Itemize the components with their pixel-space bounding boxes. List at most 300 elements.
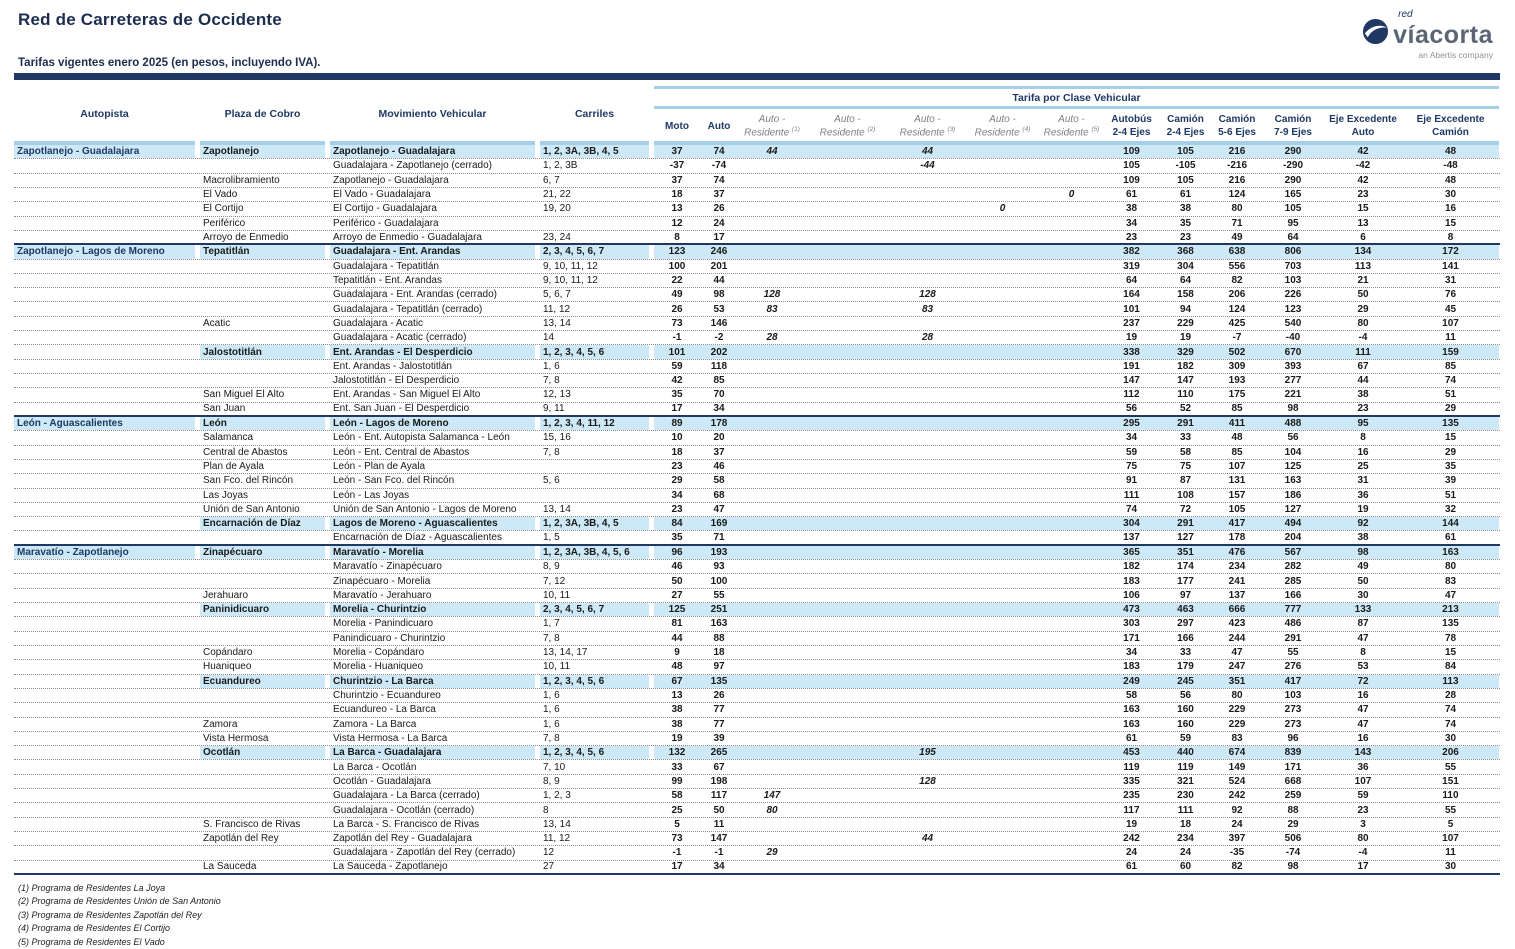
tariff-value — [738, 231, 806, 243]
autopista-cell: Zapotlanejo - Lagos de Moreno — [14, 245, 195, 258]
tariff-value: 502 — [1212, 345, 1262, 358]
tariff-row — [14, 746, 1500, 760]
tariff-value: 198 — [710, 775, 728, 787]
tariff-value: 18 — [671, 189, 683, 201]
tariff-value: 229 — [1177, 317, 1194, 329]
plaza-cell: El Vado — [203, 189, 238, 201]
tariff-value: 30 — [1444, 189, 1457, 201]
tariff-value — [966, 703, 1039, 716]
tariff-value — [738, 832, 806, 845]
tariff-value: 49 — [671, 289, 683, 301]
tariff-value: 486 — [1284, 618, 1302, 630]
plaza-cell — [200, 803, 325, 816]
tariff-value: 131 — [1228, 475, 1246, 487]
tariff-value: -35 — [1229, 847, 1245, 859]
tariff-value: 110 — [1177, 389, 1194, 401]
viacorta-logo — [1362, 10, 1493, 60]
tariff-class-header: Autobús 2-4 Ejes — [1104, 109, 1159, 145]
tariff-value — [889, 260, 966, 273]
tariff-value: 309 — [1228, 360, 1246, 372]
tariff-value: 111 — [1324, 345, 1402, 358]
carriles-cell: 1, 2, 3, 4, 11, 12 — [540, 417, 649, 430]
autopista-cell — [14, 260, 195, 273]
tariff-value — [738, 818, 806, 831]
tariff-row — [14, 632, 1500, 646]
tariff-value: 147 — [1123, 375, 1140, 387]
tariff-value: 351 — [1159, 546, 1212, 559]
tariff-value: 75 — [1125, 461, 1138, 473]
tariff-value: 61 — [1125, 732, 1138, 744]
tariff-row — [14, 760, 1500, 774]
tariff-value — [966, 775, 1039, 788]
plaza-cell: Salamanca — [203, 432, 254, 444]
tariff-value — [966, 503, 1039, 516]
tariff-value — [1039, 174, 1104, 187]
tariff-value: 183 — [1123, 661, 1140, 673]
tariff-value: 44 — [671, 632, 683, 644]
tariff-value: 241 — [1228, 575, 1246, 587]
autopista-cell — [14, 818, 195, 831]
tariff-value — [889, 818, 966, 831]
tariff-value: 74 — [1444, 375, 1457, 387]
tariff-value: 58 — [1125, 690, 1138, 702]
tariff-value — [738, 202, 806, 215]
tariff-value: 45 — [1444, 303, 1457, 315]
carriles-cell: 19, 20 — [543, 203, 571, 215]
tariff-value: 39 — [1444, 475, 1457, 487]
movimiento-cell: Ent. Arandas - El Desperdicio — [330, 345, 535, 358]
tariff-value: 273 — [1284, 718, 1302, 730]
tariff-class-header: Auto — [700, 109, 738, 145]
tariff-value — [806, 145, 889, 158]
carriles-cell: 7, 10 — [543, 761, 566, 773]
movimiento-cell: Jalostotitlán - El Desperdicio — [333, 375, 460, 387]
carriles-cell: 1, 2, 3B — [543, 160, 578, 172]
tariff-row — [14, 446, 1500, 460]
movimiento-cell: León - Ent. Autopista Salamanca - León — [333, 432, 510, 444]
tariff-value — [966, 861, 1039, 873]
logo-red-label: red — [1398, 9, 1413, 20]
tariff-value: 147 — [710, 833, 728, 845]
tariff-value: 163 — [1284, 475, 1302, 487]
tariff-value: 77 — [713, 704, 725, 716]
tariff-value: 30 — [1357, 589, 1369, 601]
tariff-row — [14, 174, 1500, 188]
tariff-value: 19 — [1179, 332, 1192, 344]
autopista-cell — [14, 760, 195, 773]
tariff-value — [806, 474, 889, 487]
movimiento-cell: León - San Fco. del Rincón — [333, 475, 455, 487]
tariff-value — [738, 403, 806, 415]
tariff-value — [966, 188, 1039, 201]
tariff-value — [738, 345, 806, 358]
tariff-value — [1039, 460, 1104, 473]
tariff-value — [966, 145, 1039, 158]
tariff-value: 44 — [1357, 375, 1369, 387]
header-tarifa-group: Tarifa por Clase Vehicular — [654, 86, 1499, 109]
carriles-cell: 12, 13 — [543, 389, 571, 401]
tariff-value: 397 — [1228, 833, 1246, 845]
tariff-value: 29 — [671, 475, 683, 487]
tariff-value — [738, 703, 806, 716]
tariff-value: 6 — [1360, 231, 1366, 243]
autopista-cell — [14, 589, 195, 602]
tariff-value — [1039, 288, 1104, 301]
carriles-cell: 8, 9 — [543, 775, 560, 787]
tariff-value: 59 — [1125, 446, 1138, 458]
tariff-value: 92 — [1324, 517, 1402, 530]
tariff-class-header: Camión 5-6 Ejes — [1212, 109, 1262, 145]
tariff-value — [806, 546, 889, 559]
tariff-value: 23 — [1179, 231, 1192, 243]
tariff-value — [966, 331, 1039, 344]
tariff-value — [889, 202, 966, 215]
tariff-value — [1039, 531, 1104, 543]
plaza-cell: León — [200, 417, 325, 430]
movimiento-cell: Guadalajara - Ent. Arandas — [330, 245, 535, 258]
tariff-value: 112 — [1123, 389, 1140, 401]
tariff-value: 67 — [1357, 360, 1369, 372]
tariff-value: 245 — [1159, 675, 1212, 688]
tariff-value: 34 — [713, 403, 725, 415]
tariff-value: 172 — [1402, 245, 1499, 258]
tariff-value: 178 — [700, 417, 738, 430]
tariff-value — [889, 660, 966, 673]
tariff-value — [889, 703, 966, 716]
tariff-row — [14, 245, 1500, 259]
tariff-value: -4 — [1358, 847, 1368, 859]
tariff-value — [966, 803, 1039, 816]
viacorta-swoosh-icon — [1362, 18, 1389, 45]
tariff-value: 149 — [1228, 761, 1246, 773]
movimiento-cell: Guadalajara - Zapotlanejo (cerrado) — [333, 160, 492, 172]
tariff-value: 178 — [1228, 532, 1246, 544]
tariff-row — [14, 231, 1500, 245]
tariff-value — [889, 675, 966, 688]
tariff-value: 125 — [654, 603, 700, 616]
plaza-cell — [200, 360, 325, 373]
plaza-cell — [200, 159, 325, 172]
tariff-row — [14, 202, 1500, 216]
plaza-cell: Zinapécuaro — [200, 546, 325, 559]
tariff-value: 85 — [713, 375, 725, 387]
tariff-value — [889, 231, 966, 243]
autopista-cell — [14, 517, 195, 530]
tariff-value — [966, 603, 1039, 616]
tariff-value: 0 — [999, 203, 1006, 215]
tariff-value: 5 — [674, 818, 680, 830]
tariff-value — [738, 360, 806, 373]
tariff-value: 95 — [1324, 417, 1402, 430]
tariff-value: 19 — [1357, 503, 1369, 515]
tariff-value: -7 — [1232, 332, 1242, 344]
tariff-value: 87 — [1179, 475, 1192, 487]
tariff-value — [966, 446, 1039, 459]
tariff-value — [1039, 446, 1104, 459]
tariff-value: 304 — [1104, 517, 1159, 530]
tariff-value — [806, 531, 889, 543]
plaza-cell: Plan de Ayala — [203, 461, 264, 473]
tariff-value: 58 — [1179, 446, 1192, 458]
plaza-cell — [200, 302, 325, 315]
carriles-cell: 1, 6 — [543, 718, 560, 730]
carriles-cell: 1, 2, 3 — [543, 790, 571, 802]
tariff-value: 113 — [1402, 675, 1499, 688]
movimiento-cell: Encarnación de Díaz - Aguascalientes — [333, 532, 502, 544]
autopista-cell — [14, 646, 195, 659]
carriles-cell: 7, 8 — [543, 446, 560, 458]
tariff-value: -2 — [714, 332, 724, 344]
movimiento-cell: Arroyo de Enmedio - Guadalajara — [333, 231, 482, 243]
tariff-value — [738, 760, 806, 773]
tariff-value — [806, 288, 889, 301]
tariff-value: 147 — [763, 790, 781, 802]
tariff-class-header: Eje Excedente Auto — [1324, 109, 1402, 145]
tariff-value — [806, 660, 889, 673]
tariff-value — [966, 689, 1039, 702]
tariff-value: 125 — [1284, 461, 1302, 473]
tariff-value: 163 — [1123, 704, 1140, 716]
movimiento-cell: Unión de San Antonio - Lagos de Moreno — [333, 503, 517, 515]
tariff-value: 335 — [1123, 775, 1140, 787]
plaza-cell: Huaniqueo — [203, 661, 252, 673]
tariff-value — [806, 260, 889, 273]
plaza-cell: Vista Hermosa — [203, 732, 269, 744]
tariff-value: 32 — [1444, 503, 1457, 515]
tariff-value: 182 — [1123, 561, 1140, 573]
tariff-value — [806, 832, 889, 845]
tariff-value: -44 — [920, 160, 935, 172]
tariff-value: 24 — [1179, 847, 1192, 859]
header-plaza-de-cobro: Plaza de Cobro — [200, 86, 325, 145]
tariff-class-header: Auto - Residente $^{(1)}$ — [738, 109, 806, 145]
autopista-cell — [14, 431, 195, 444]
tariff-value: 71 — [1231, 217, 1243, 229]
tariff-value — [889, 718, 966, 731]
tariff-value — [889, 689, 966, 702]
tariff-value — [889, 374, 966, 387]
tariff-value: 117 — [710, 790, 728, 802]
tariff-value: 127 — [1284, 503, 1302, 515]
tariff-value — [966, 231, 1039, 243]
tariff-value — [966, 174, 1039, 187]
tariff-value: 291 — [1159, 517, 1212, 530]
tariff-row — [14, 431, 1500, 445]
tariff-value — [738, 503, 806, 516]
autopista-cell — [14, 188, 195, 201]
tariff-value: 99 — [671, 775, 683, 787]
tariff-value: 38 — [1179, 203, 1192, 215]
tariff-value: 171 — [1284, 761, 1302, 773]
tariff-value: 94 — [1179, 303, 1192, 315]
tariff-value — [738, 660, 806, 673]
tariff-value: 82 — [1231, 861, 1243, 873]
tariff-value — [889, 431, 966, 444]
tariff-value — [966, 517, 1039, 530]
tariff-value — [806, 417, 889, 430]
tariff-row — [14, 703, 1500, 717]
tariff-value — [806, 517, 889, 530]
tariff-value — [966, 531, 1039, 543]
tariff-value: 64 — [1287, 231, 1299, 243]
tariff-value — [889, 446, 966, 459]
tariff-value: 105 — [1123, 160, 1140, 172]
tariff-row — [14, 317, 1500, 331]
autopista-cell — [14, 374, 195, 387]
tariff-value — [889, 460, 966, 473]
tariff-value: 38 — [1125, 203, 1138, 215]
tariff-value: 98 — [1287, 861, 1299, 873]
tariff-value: 50 — [713, 804, 725, 816]
plaza-cell: San Fco. del Rincón — [203, 475, 294, 487]
tariff-row — [14, 646, 1500, 660]
tariff-value — [1039, 159, 1104, 172]
carriles-cell: 10, 11 — [543, 661, 571, 673]
tariff-value: 17 — [713, 231, 725, 243]
tariff-value: 11 — [1445, 847, 1456, 859]
tariff-value: 191 — [1123, 360, 1140, 372]
carriles-cell: 6, 7 — [543, 174, 560, 186]
movimiento-cell: La Barca - Guadalajara — [330, 746, 535, 759]
tariff-value: 244 — [1228, 632, 1246, 644]
tariff-value: 9 — [674, 647, 680, 659]
tariff-value — [738, 603, 806, 616]
tariff-value: 169 — [700, 517, 738, 530]
tariff-value — [889, 617, 966, 630]
plaza-cell: Macrolibramiento — [203, 174, 280, 186]
tariff-value: 124 — [1228, 303, 1246, 315]
tariff-value: 179 — [1177, 661, 1194, 673]
tariff-value: 128 — [919, 775, 936, 787]
tariff-value: 393 — [1284, 360, 1302, 372]
tariff-value: 34 — [1125, 432, 1138, 444]
tariff-value: 37 — [671, 174, 683, 186]
movimiento-cell: El Cortijo - Guadalajara — [333, 203, 437, 215]
tariff-value: 290 — [1284, 174, 1302, 186]
tariff-value: 58 — [671, 790, 683, 802]
tariff-value: 68 — [713, 489, 725, 501]
plaza-cell: Ocotlán — [200, 746, 325, 759]
plaza-cell — [200, 331, 325, 344]
tariff-value — [738, 460, 806, 473]
tariff-row — [14, 603, 1500, 617]
tariff-row — [14, 188, 1500, 202]
tariff-value — [966, 660, 1039, 673]
carriles-cell: 13, 14 — [543, 818, 571, 830]
carriles-cell: 2, 3, 4, 5, 6, 7 — [540, 603, 649, 616]
tariff-value — [1039, 231, 1104, 243]
tariff-value: 64 — [1179, 274, 1192, 286]
tariff-value — [806, 331, 889, 344]
tariff-value — [966, 159, 1039, 172]
carriles-cell: 2, 3, 4, 5, 6, 7 — [540, 245, 649, 258]
tariff-value — [1039, 632, 1104, 645]
tariff-value — [889, 174, 966, 187]
tariff-value: 23 — [1125, 231, 1138, 243]
carriles-cell: 7, 8 — [543, 732, 560, 744]
footnote: (1) Programa de Residentes La Joya — [18, 882, 166, 893]
tariff-value — [806, 789, 889, 802]
movimiento-cell: Lagos de Moreno - Aguascalientes — [330, 517, 535, 530]
autopista-cell — [14, 803, 195, 816]
tariff-row — [14, 846, 1500, 860]
tariff-value: 8 — [1360, 432, 1366, 444]
tariff-value: 242 — [1228, 790, 1246, 802]
autopista-cell — [14, 231, 195, 243]
movimiento-cell: Periférico - Guadalajara — [333, 217, 439, 229]
tariff-value: 107 — [1354, 775, 1372, 787]
carriles-cell: 9, 10, 11, 12 — [543, 260, 598, 272]
tariff-value — [1039, 660, 1104, 673]
tariff-value — [1039, 803, 1104, 816]
header-movimiento-vehicular: Movimiento Vehicular — [330, 86, 535, 145]
movimiento-cell: Churintzio - Ecuandureo — [333, 690, 441, 702]
tariff-value: 80 — [766, 804, 778, 816]
tariff-value — [966, 217, 1039, 230]
tariff-value — [806, 217, 889, 230]
tariff-value — [1039, 517, 1104, 530]
tariff-value — [738, 374, 806, 387]
tariff-value — [966, 546, 1039, 559]
tariff-value: 83 — [921, 303, 934, 315]
tariff-value: 77 — [713, 718, 725, 730]
tariff-value: 118 — [710, 360, 728, 372]
tariff-value — [1039, 689, 1104, 702]
tariff-value — [806, 503, 889, 516]
movimiento-cell: Ecuandureo - La Barca — [333, 704, 436, 716]
tariff-value: 49 — [1231, 231, 1243, 243]
tariff-value: 123 — [1284, 303, 1302, 315]
tariff-value: 58 — [713, 475, 725, 487]
movimiento-cell: Ent. San Juan - El Desperdicio — [333, 403, 470, 415]
tariff-row — [14, 503, 1500, 517]
tariff-value: -4 — [1358, 332, 1368, 344]
tariff-row — [14, 803, 1500, 817]
tariff-value: 107 — [1442, 317, 1459, 329]
tariff-value: 133 — [1324, 603, 1402, 616]
autopista-cell — [14, 174, 195, 187]
tariff-value: 28 — [766, 332, 778, 344]
carriles-cell: 27 — [543, 861, 555, 873]
tariff-value: 106 — [1123, 589, 1140, 601]
tariff-value: 365 — [1104, 546, 1159, 559]
tariff-value — [1039, 245, 1104, 258]
tariff-value: 453 — [1104, 746, 1159, 759]
carriles-cell: 5, 6, 7 — [543, 289, 571, 301]
tariff-value: 35 — [671, 389, 683, 401]
tariff-value: 368 — [1159, 245, 1212, 258]
tariff-value: 101 — [654, 345, 700, 358]
tariff-value: 141 — [1442, 260, 1459, 272]
tariff-value: 216 — [1228, 174, 1246, 186]
tariff-value — [889, 503, 966, 516]
tariff-value — [889, 846, 966, 859]
tariff-value: 19 — [671, 732, 683, 744]
tariff-row — [14, 159, 1500, 173]
plaza-cell — [200, 274, 325, 287]
movimiento-cell: Ocotlán - Guadalajara — [333, 775, 431, 787]
tariff-value: 186 — [1284, 489, 1302, 501]
tariff-value: -1 — [672, 332, 682, 344]
tariff-value: 206 — [1402, 746, 1499, 759]
tariff-value: 105 — [1177, 174, 1194, 186]
tariff-value — [738, 560, 806, 573]
tariff-value — [806, 603, 889, 616]
tariff-value: 151 — [1442, 775, 1459, 787]
tariff-value: 16 — [1357, 690, 1369, 702]
tariff-value: 440 — [1159, 746, 1212, 759]
tariff-value: 277 — [1284, 375, 1302, 387]
